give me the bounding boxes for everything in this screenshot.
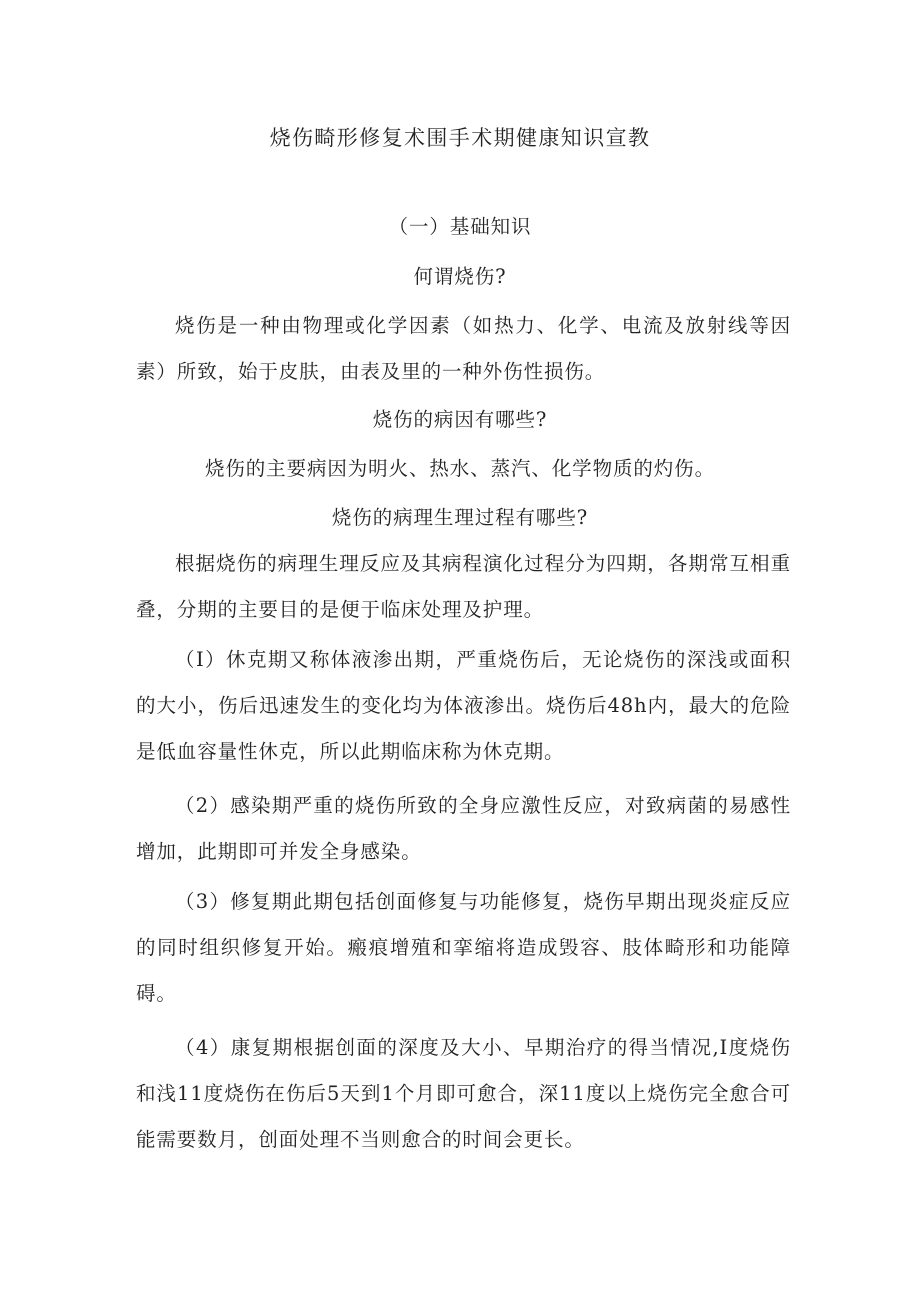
- section-heading: （一）基础知识: [388, 215, 532, 238]
- stage-infection-paragraph: （2）感染期严重的烧伤所致的全身应激性反应，对致病菌的易感性增加，此期即可并发全身感染。: [136, 794, 791, 863]
- answer-pathophysiology: 根据烧伤的病理生理反应及其病程演化过程分为四期，各期常互相重叠，分期的主要目的是便于临床处理及护理。: [136, 552, 791, 621]
- answer-what-is-burn: 烧伤是一种由物理或化学因素（如热力、化学、电流及放射线等因素）所致，始于皮肤，由表及里的一种外伤性损伤。: [136, 314, 791, 383]
- stage-recovery-paragraph: （4）康复期根据创面的深度及大小、早期治疗的得当情况,I度烧伤和浅11度烧伤在伤后5天到1个月即可愈合，深11度以上烧伤完全愈合可能需要数月，创面处理不当则愈合的时间会更长。: [136, 1036, 791, 1151]
- question-pathophysiology: 烧伤的病理生理过程有哪些?: [331, 506, 589, 529]
- stage-repair-paragraph: （3）修复期此期包括创面修复与功能修复，烧伤早期出现炎症反应的同时组织修复开始。瘢痕增殖和挛缩将造成毁容、肢体畸形和功能障碍。: [136, 890, 791, 1005]
- stage-shock-paragraph: （I）休克期又称体液渗出期，严重烧伤后，无论烧伤的深浅或面积的大小，伤后迅速发生的变化均为体液渗出。烧伤后48h内，最大的危险是低血容量性休克，所以此期临床称为休克期。: [136, 648, 791, 763]
- answer-burn-causes: 烧伤的主要病因为明火、热水、蒸汽、化学物质的灼伤。: [204, 457, 715, 480]
- document-title: 烧伤畸形修复术围手术期健康知识宣教: [269, 126, 651, 150]
- question-what-is-burn: 何谓烧伤?: [413, 265, 507, 288]
- question-burn-causes: 烧伤的病因有哪些?: [372, 408, 548, 431]
